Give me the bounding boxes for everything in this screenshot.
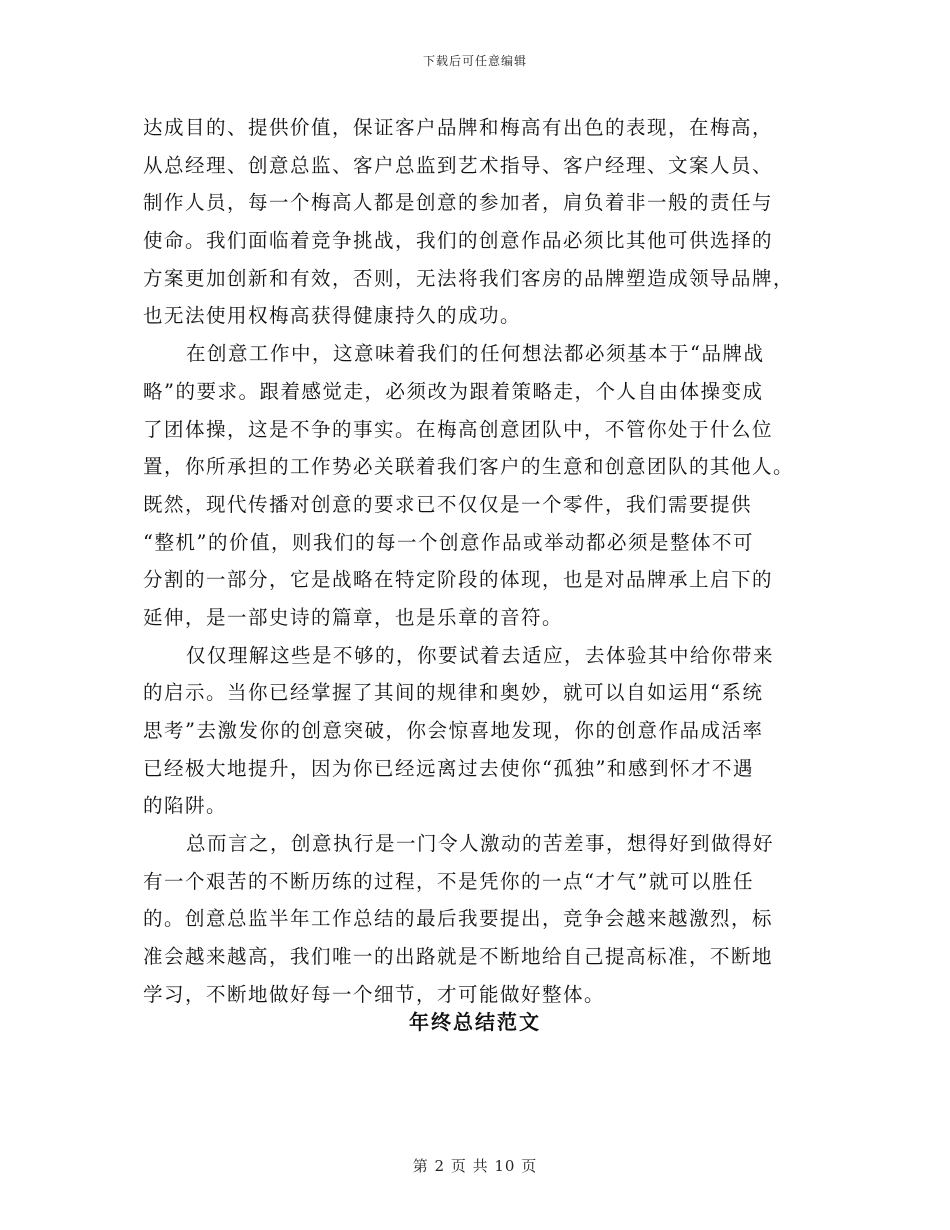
page-header-note: 下载后可任意编辑 (422, 54, 527, 68)
paragraph-first-line: 仅仅理解这些是不够的，你要试着去适应，去体验其中给你带来 (186, 643, 775, 667)
text-line: 延伸，是一部史诗的篇章，也是乐章的音符。 (143, 605, 564, 629)
text-line: 既然，现代传播对创意的要求已不仅仅是一个零件，我们需要提供 (143, 492, 753, 516)
text-line: 思考”去激发你的创意突破，你会惊喜地发现，你的创意作品成活率 (143, 719, 764, 742)
text-line: 学习，不断地做好每一个细节，才可能做好整体。 (143, 982, 606, 1006)
text-line: 从总经理、创意总监、客户总监到艺术指导、客户经理、文案人员、 (143, 153, 774, 177)
document-body (143, 109, 803, 1014)
text-line: 使命。我们面临着竞争挑战，我们的创意作品必须比其他可供选择的 (143, 229, 774, 253)
text-line: 也无法使用权梅高获得健康持久的成功。 (143, 304, 522, 328)
paragraph-first-line: 总而言之，创意执行是一门令人激动的苦差事，想得好到做得好 (186, 832, 775, 856)
section-title: 年终总结范文 (409, 1010, 541, 1034)
text-line: 达成目的、提供价值，保证客户品牌和梅高有出色的表现，在梅高， (143, 116, 774, 139)
text-line: 准会越来越高，我们唯一的出路就是不断地给自己提高标准，不断地 (143, 945, 774, 969)
paragraph-first-line: 在创意工作中，这意味着我们的任何想法都必须基本于“品牌战 (186, 342, 765, 366)
text-line: 有一个艰苦的不断历练的过程，不是凭你的一点“才气”就可以胜任 (143, 869, 754, 893)
page-number: 第 2 页 共 10 页 (412, 1157, 538, 1175)
text-line: 的陷阱。 (143, 794, 228, 818)
text-line: 的启示。当你已经掌握了其间的规律和奥妙，就可以自如运用“系统 (143, 681, 764, 705)
text-line: 的。创意总监半年工作总结的最后我要提出，竞争会越来越激烈，标 (143, 907, 774, 931)
text-line: 制作人员，每一个梅高人都是创意的参加者，肩负着非一般的责任与 (143, 191, 774, 215)
text-line: 分割的一部分，它是战略在特定阶段的体现，也是对品牌承上启下的 (143, 568, 774, 592)
text-line: 略”的要求。跟着感觉走，必须改为跟着策略走，个人自由体操变成 (143, 379, 764, 403)
text-line: “整机”的价值，则我们的每一个创意作品或举动都必须是整体不可 (143, 530, 754, 554)
text-line: 置，你所承担的工作势必关联着我们客户的生意和创意团队的其他人。 (143, 455, 795, 479)
text-line: 已经极大地提升，因为你已经远离过去使你“孤独”和感到怀才不遇 (143, 756, 754, 780)
text-line: 了团体操，这是不争的事实。在梅高创意团队中，不管你处于什么位 (143, 417, 774, 441)
text-line: 方案更加创新和有效，否则，无法将我们客房的品牌塑造成领导品牌， (143, 266, 795, 290)
